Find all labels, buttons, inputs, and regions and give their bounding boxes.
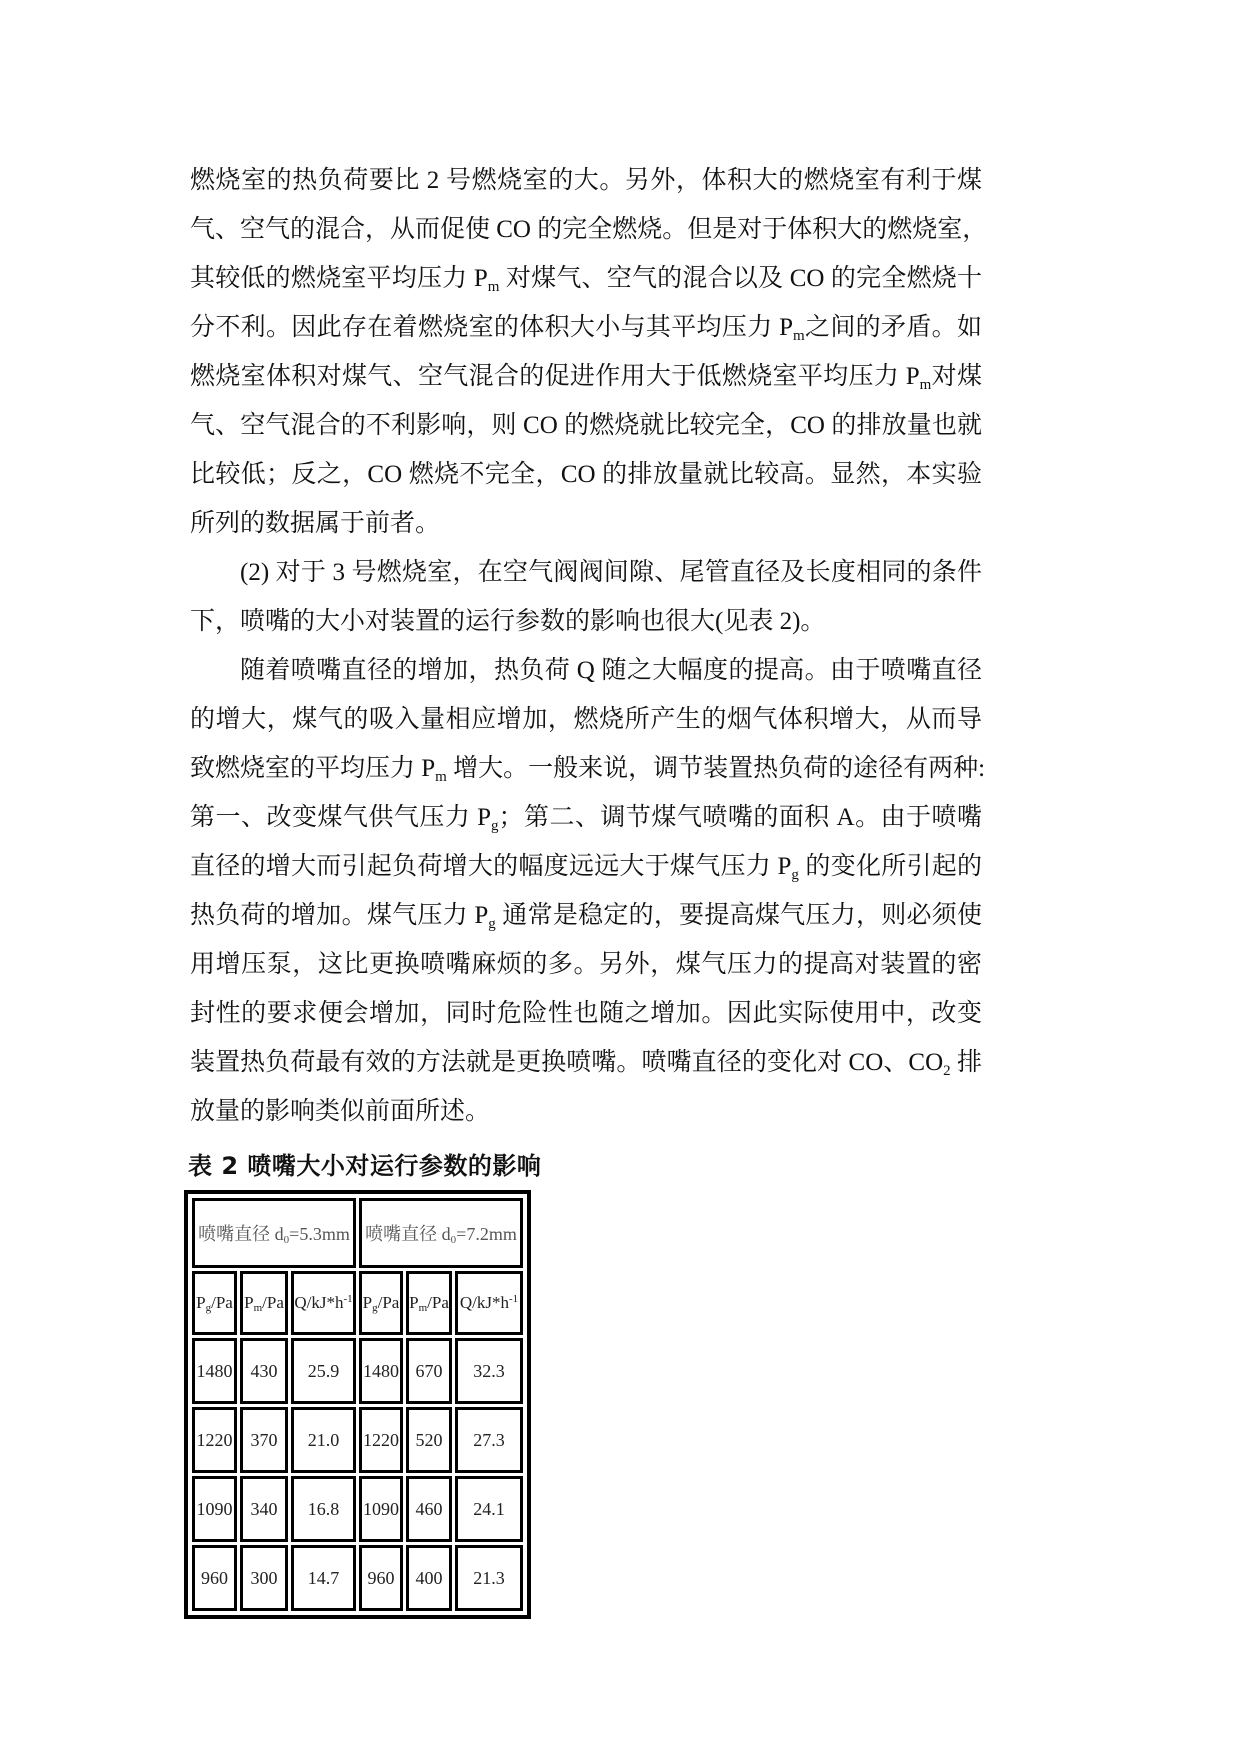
column-header-cell <box>192 1271 237 1335</box>
table-cell: 21.3 <box>455 1545 523 1611</box>
text-run: 所列的数据属于前者。 <box>190 510 441 537</box>
text-run: 通常是稳定的，要提高煤气压力，则必须使 <box>495 902 982 929</box>
text-line <box>190 548 982 597</box>
column-name: P <box>196 1293 206 1312</box>
table-cell: 1090 <box>359 1476 403 1542</box>
table-cell: 1220 <box>192 1407 237 1473</box>
subscript: 0 <box>450 1234 457 1246</box>
group-header-cell <box>359 1198 523 1268</box>
subscript: g <box>791 867 799 883</box>
table-cell: 16.8 <box>291 1476 356 1542</box>
group-value: =5.3mm <box>289 1224 350 1244</box>
subscript: 0 <box>283 1234 290 1246</box>
text-run: 的增大，煤气的吸入量相应增加，燃烧所产生的烟气体积增大，从而导 <box>190 706 982 733</box>
table-cell: 300 <box>240 1545 288 1611</box>
table-cell: 14.7 <box>291 1545 356 1611</box>
column-name: Q/kJ*h <box>459 1293 509 1312</box>
text-run: 增大。一般来说，调节装置热负荷的途径有两种: <box>446 755 986 782</box>
table-cell: 670 <box>406 1338 452 1404</box>
text-run: 燃烧室的热负荷要比 2 号燃烧室的大。另外，体积大的燃烧室有利于煤 <box>190 167 982 194</box>
text-run: 对煤气、空气的混合以及 CO 的完全燃烧十 <box>499 265 983 292</box>
text-run: 对煤 <box>931 363 982 390</box>
table-cell: 1480 <box>359 1338 403 1404</box>
text-run: 用增压泵，这比更换喷嘴麻烦的多。另外，煤气压力的提高对装置的密 <box>190 951 982 978</box>
column-header-cell <box>291 1271 356 1335</box>
column-name: P <box>244 1293 254 1312</box>
table-cell: 24.1 <box>455 1476 523 1542</box>
table-cell: 400 <box>406 1545 452 1611</box>
subscript: g <box>205 1302 212 1314</box>
column-name: Q/kJ*h <box>294 1293 344 1312</box>
text-run: 其较低的燃烧室平均压力 P <box>190 265 488 292</box>
text-run: 装置热负荷最有效的方法就是更换喷嘴。喷嘴直径的变化对 CO、CO <box>190 1049 944 1076</box>
column-header-cell <box>240 1271 288 1335</box>
text-run: 下，喷嘴的大小对装置的运行参数的影响也很大(见表 2)。 <box>190 608 826 635</box>
table-cell: 32.3 <box>455 1338 523 1404</box>
group-value: =7.2mm <box>456 1224 517 1244</box>
table-row <box>192 1338 523 1404</box>
subscript: m <box>793 328 805 344</box>
text-line <box>190 303 982 352</box>
text-line <box>190 891 982 940</box>
text-run: ；第二、调节煤气喷嘴的面积 A。由于喷嘴 <box>498 804 983 831</box>
table-cell: 520 <box>406 1407 452 1473</box>
text-run: 比较低；反之，CO 燃烧不完全，CO 的排放量就比较高。显然，本实验 <box>190 461 982 488</box>
subscript: g <box>372 1302 378 1314</box>
column-unit: /Pa <box>427 1293 449 1312</box>
text-line <box>190 254 982 303</box>
column-name: P <box>362 1293 373 1312</box>
table-cell: 960 <box>192 1545 237 1611</box>
table-column-header-row <box>192 1271 523 1335</box>
table-cell: 1220 <box>359 1407 403 1473</box>
text-run: 热负荷的增加。煤气压力 P <box>190 902 489 929</box>
text-run: 气、空气的混合，从而促使 CO 的完全燃烧。但是对于体积大的燃烧室， <box>190 216 988 243</box>
text-line <box>190 1087 982 1136</box>
table-cell: 27.3 <box>455 1407 523 1473</box>
subscript: 2 <box>943 1063 951 1079</box>
text-run: 第一、改变煤气供气压力 P <box>190 804 491 831</box>
table-row <box>192 1407 523 1473</box>
text-line <box>190 597 982 646</box>
group-label: 喷嘴直径 d <box>365 1224 451 1244</box>
text-run: 分不利。因此存在着燃烧室的体积大小与其平均压力 P <box>190 314 794 341</box>
body-text <box>190 156 988 1136</box>
text-run: 致燃烧室的平均压力 P <box>190 755 436 782</box>
table-cell: 1480 <box>192 1338 237 1404</box>
text-line <box>190 842 982 891</box>
table-cell: 430 <box>240 1338 288 1404</box>
text-run: 排 <box>950 1049 982 1076</box>
column-name: P <box>409 1293 419 1312</box>
table-cell: 960 <box>359 1545 403 1611</box>
table-cell: 460 <box>406 1476 452 1542</box>
text-line <box>190 205 988 254</box>
text-line <box>190 793 982 842</box>
text-run: 封性的要求便会增加，同时危险性也随之增加。因此实际使用中，改变 <box>190 1000 982 1027</box>
subscript: m <box>919 377 932 393</box>
text-run: 气、空气混合的不利影响，则 CO 的燃烧就比较完全，CO 的排放量也就 <box>190 412 982 439</box>
subscript: m <box>418 1302 428 1314</box>
text-line <box>190 940 982 989</box>
table-caption: 表 2 喷嘴大小对运行参数的影响 <box>188 1152 542 1180</box>
subscript: g <box>490 818 499 834</box>
column-header-cell <box>455 1271 523 1335</box>
nozzle-parameters-table <box>184 1190 531 1619</box>
group-label: 喷嘴直径 d <box>198 1224 284 1244</box>
table-row <box>192 1545 523 1611</box>
subscript: m <box>435 769 447 785</box>
column-unit: /Pa <box>211 1293 233 1312</box>
text-run: 之间的矛盾。如 <box>804 314 982 341</box>
text-run: 的变化所引起的 <box>798 853 982 880</box>
table-cell: 25.9 <box>291 1338 356 1404</box>
column-unit: /Pa <box>377 1293 400 1312</box>
text-line <box>190 989 982 1038</box>
superscript: -1 <box>343 1293 353 1305</box>
text-line <box>190 646 982 695</box>
text-run: 直径的增大而引起负荷增大的幅度远远大于煤气压力 P <box>190 853 792 880</box>
superscript: -1 <box>508 1293 519 1305</box>
text-line <box>190 499 982 548</box>
table-row <box>192 1476 523 1542</box>
text-line <box>190 695 982 744</box>
table-group-header-row <box>192 1198 523 1268</box>
text-run: 随着喷嘴直径的增加，热负荷 Q 随之大幅度的提高。由于喷嘴直径 <box>240 657 982 684</box>
group-header-cell <box>192 1198 356 1268</box>
table-cell: 1090 <box>192 1476 237 1542</box>
column-unit: /Pa <box>262 1293 284 1312</box>
text-line <box>190 401 982 450</box>
text-run: (2) 对于 3 号燃烧室，在空气阀阀间隙、尾管直径及长度相同的条件 <box>240 559 982 586</box>
text-line <box>190 156 982 205</box>
text-line <box>190 1038 982 1087</box>
text-line <box>190 352 982 401</box>
text-line <box>190 450 982 499</box>
table-cell: 21.0 <box>291 1407 356 1473</box>
text-run: 放量的影响类似前面所述。 <box>190 1098 491 1125</box>
text-run: 燃烧室体积对煤气、空气混合的促进作用大于低燃烧室平均压力 P <box>190 363 920 390</box>
column-header-cell <box>359 1271 403 1335</box>
subscript: m <box>253 1302 263 1314</box>
table-cell: 370 <box>240 1407 288 1473</box>
table-cell: 340 <box>240 1476 288 1542</box>
column-header-cell <box>406 1271 452 1335</box>
text-line <box>190 744 986 793</box>
subscript: m <box>487 279 500 295</box>
subscript: g <box>488 916 496 932</box>
